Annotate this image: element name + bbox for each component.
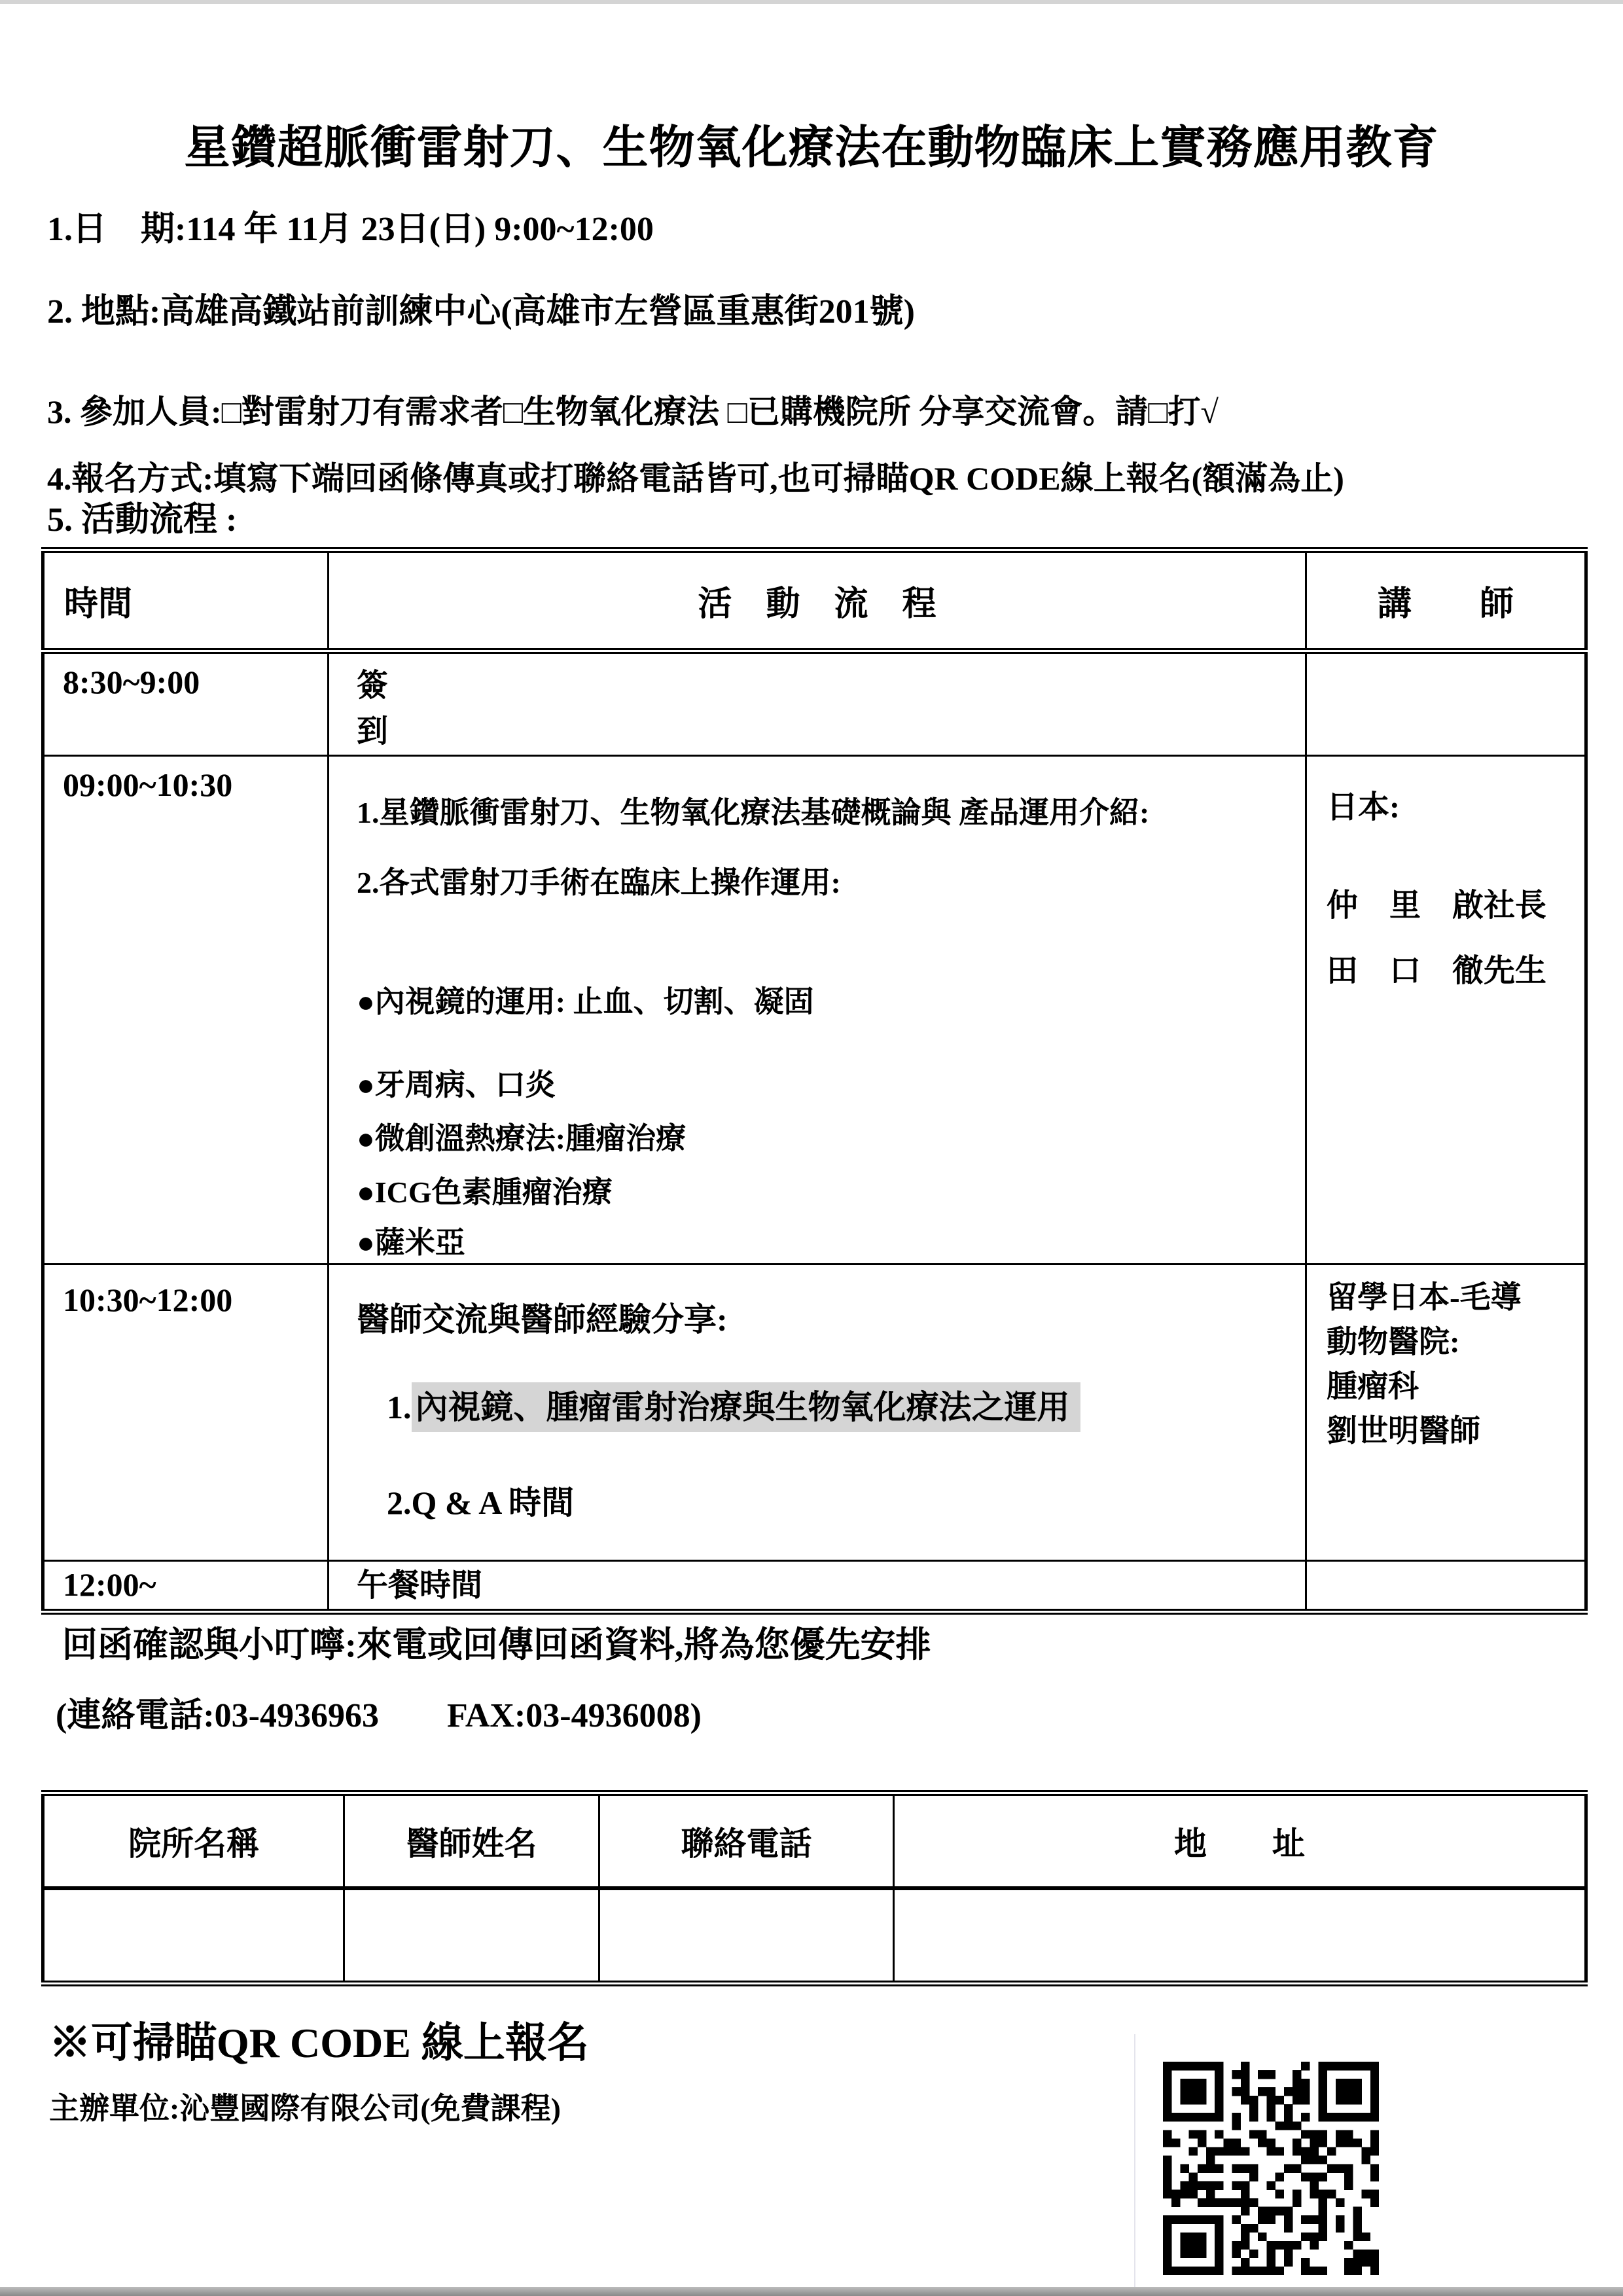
reply-table-header-row [43,1793,1586,1888]
program-line: ●牙周病、口炎 [357,1068,556,1102]
program-line-prefix: 1. [387,1389,412,1426]
schedule-lecturer-lunch [1306,1561,1586,1612]
program-line: ●薩米亞 [357,1226,465,1259]
reply-note: 回函確認與小叮嚀:來電或回傳回函資料,將為您優先安排 [62,1625,931,1664]
program-line: 醫師交流與醫師經驗分享: [357,1301,728,1338]
reply-header-0: 院所名稱 [43,1793,344,1888]
schedule-program-session1 [329,756,1306,1265]
schedule-row-session1 [43,756,1586,1265]
reply-table-empty-row [43,1888,1586,1984]
reply-cell-empty-3 [894,1888,1586,1984]
reply-header-3: 地 址 [894,1793,1586,1888]
highlighted-text: 內視鏡、腫瘤雷射治療與生物氧化療法之運用 [412,1382,1080,1432]
lecturer-line: 田 口 徹先生 [1327,954,1547,988]
lecturer-line: 仲 里 啟社長 [1327,888,1547,923]
schedule-header-time: 時間 [43,550,329,651]
page-title: 星鑽超脈衝雷射刀、生物氧化療法在動物臨床上實務應用教育 [184,123,1439,173]
program-line: 簽 [357,668,389,703]
lecturer-line: 日本: [1327,790,1400,825]
lecturer-line: 劉世明醫師 [1327,1414,1480,1448]
info-agenda-label: 5. 活動流程 : [47,501,238,539]
program-line [357,1386,1305,1429]
schedule-program-lunch [329,1561,1306,1612]
schedule-header-row [43,550,1586,651]
schedule-table [41,547,1588,1615]
schedule-time-lunch: 12:00~ [43,1561,329,1612]
schedule-row-session2 [43,1265,1586,1561]
program-line: ●微創溫熱療法:腫瘤治療 [357,1122,687,1155]
lecturer-line: 動物醫院: [1327,1325,1460,1359]
scan-artifact-fold-line [1134,2034,1135,2287]
info-date: 1.日 期:114 年 11月 23日(日) 9:00~12:00 [47,211,654,248]
schedule-row-lunch [43,1561,1586,1612]
schedule-header-program: 活 動 流 程 [329,550,1306,651]
program-line: ●ICG色素腫瘤治療 [357,1175,613,1209]
schedule-program-session2 [329,1265,1306,1561]
reply-table [41,1790,1588,1986]
info-registration: 4.報名方式:填寫下端回函條傳真或打聯絡電話皆可,也可掃瞄QR CODE線上報名(額滿為止) [47,460,1344,497]
info-participants: 3. 參加人員:□對雷射刀有需求者□生物氧化療法 □已購機院所 分享交流會。請□打√ [47,393,1219,430]
reply-cell-empty-0 [43,1888,344,1984]
schedule-table-body [43,550,1586,1612]
reply-cell-empty-2 [599,1888,894,1984]
program-line: 1.星鑽脈衝雷射刀、生物氧化療法基礎概論與 產品運用介紹: [357,796,1150,829]
program-line: 午餐時間 [357,1568,483,1603]
schedule-time-session2: 10:30~12:00 [43,1265,329,1561]
qr-code [1163,2062,1379,2275]
schedule-lecturer-signin [1306,651,1586,756]
program-line: 2.Q & A 時間 [387,1484,575,1521]
scan-artifact-bottom-strip [0,2287,1623,2296]
schedule-lecturer-session1 [1306,756,1586,1265]
schedule-program-signin [329,651,1306,756]
reply-header-1: 醫師姓名 [344,1793,599,1888]
reply-table-body [43,1793,1586,1984]
qr-heading: ※可掃瞄QR CODE 線上報名 [49,2020,589,2066]
schedule-header-lecturer: 講 師 [1306,550,1586,651]
schedule-time-session1: 09:00~10:30 [43,756,329,1265]
reply-header-2: 聯絡電話 [599,1793,894,1888]
schedule-time-signin: 8:30~9:00 [43,651,329,756]
info-location: 2. 地點:高雄高鐵站前訓練中心(高雄市左營區重惠街201號) [47,293,915,331]
schedule-lecturer-session2 [1306,1265,1586,1561]
contact-phone-line: (連絡電話:03-4936963 FAX:03-4936008) [56,1697,702,1734]
scan-artifact-top-strip [0,0,1623,4]
program-line: 到 [357,714,389,749]
lecturer-line: 留學日本-毛導 [1327,1281,1522,1315]
organizer-line: 主辦單位:沁豐國際有限公司(免費課程) [49,2092,561,2125]
reply-cell-empty-1 [344,1888,599,1984]
lecturer-line: 腫瘤科 [1327,1370,1419,1404]
program-line: ●內視鏡的運用: 止血、切割、凝固 [357,985,814,1018]
program-line: 2.各式雷射刀手術在臨床上操作運用: [357,866,841,899]
schedule-row-signin [43,651,1586,756]
